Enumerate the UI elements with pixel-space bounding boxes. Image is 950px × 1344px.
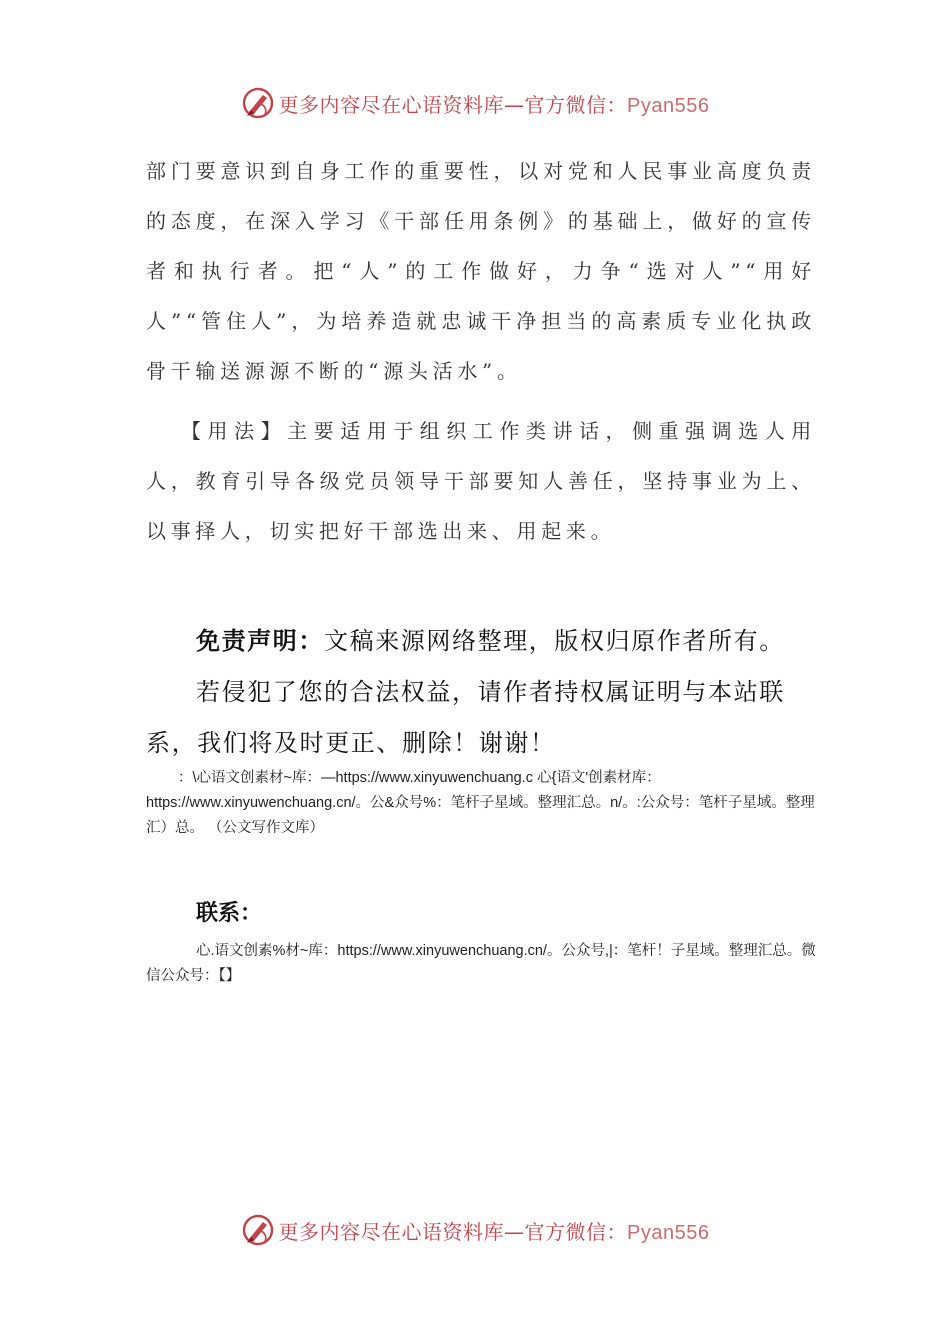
- header-wechat-id: Pyan556: [627, 94, 710, 117]
- footer-wechat-id: Pyan556: [627, 1221, 710, 1244]
- contact-title: 联系：: [196, 901, 263, 926]
- disclaimer-text-1: 文稿来源网络整理，版权归原作者所有。: [324, 627, 785, 655]
- disclaimer-line-1: [146, 616, 816, 667]
- contact-note: 心.语文创素%材~库：https://www.xinyuwenchuang.cn/。公众号,|：笔杆！子星域。整理汇总。微信公众号：【】: [146, 943, 816, 984]
- source-note: ：\心语文创素材~库：—https://www.xinyuwenchuang.c 心{语文'创素材库：https://www.xinyuwenchuang.cn/。公&众号%：笔杆子星域。整理汇总。n/。:公众号：笔杆子星域。整理汇）总。 （公文写作文库）: [146, 770, 815, 836]
- footer-banner-text: 更多内容尽在心语资料库—官方微信：: [278, 1219, 628, 1244]
- pen-logo-icon: [241, 86, 275, 120]
- header-banner-text: 更多内容尽在心语资料库—官方微信：: [278, 92, 628, 117]
- pen-logo-icon: [241, 1213, 275, 1247]
- usage-paragraph: 【用法】主要适用于组织工作类讲话，侧重强调选人用人，教育引导各级党员领导干部要知人善任，坚持事业为上、以事择人，切实把好干部选出来、用起来。: [146, 419, 816, 543]
- footer-banner: [0, 1210, 950, 1250]
- header-banner: [0, 83, 950, 123]
- body-paragraph-1: 部门要意识到自身工作的重要性，以对党和人民事业高度负责的态度，在深入学习《干部任用条例》的基础上，做好的宣传者和执行者。把“人”的工作做好，力争“选对人”“用好人”“管住人”，为培养造就忠诚干净担当的高素质专业化执政骨干输送源源不断的“源头活水”。: [146, 159, 816, 383]
- disclaimer-label: 免责声明：: [196, 627, 324, 655]
- disclaimer-line-2: 若侵犯了您的合法权益，请作者持权属证明与本站联系，我们将及时更正、删除！谢谢！: [146, 678, 785, 757]
